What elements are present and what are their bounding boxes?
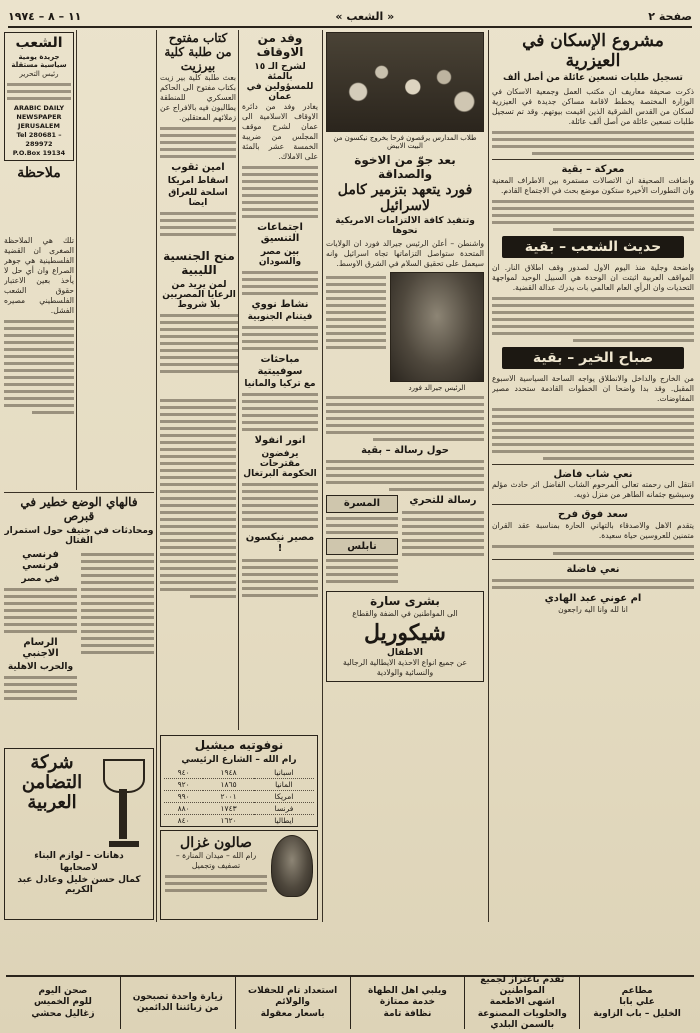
story-headline: فرنسي فرنسي bbox=[22, 548, 59, 572]
ad-line: زيارة واحدة تصبحون bbox=[132, 991, 223, 1002]
ad-line: ويلبي اهل الطهاة bbox=[367, 986, 447, 997]
story-subheadline: في مصر bbox=[21, 573, 60, 584]
story-subheadline: فورد يتعهد بتزمير كامل لاسرائيل bbox=[337, 181, 473, 214]
table-cell: ٨٤٠ bbox=[164, 814, 203, 826]
bottom-ad bbox=[6, 977, 120, 1029]
tadamon-ad bbox=[4, 748, 154, 920]
notice-body: الى المواطنين في الضفة والقطاع bbox=[352, 609, 458, 619]
story-headline: انور انفولا bbox=[254, 435, 306, 447]
en-title: ARABIC DAILY NEWSPAPER bbox=[13, 104, 65, 122]
ad-line: باسعار معقولة bbox=[260, 1008, 325, 1019]
section-body: تلك هي الملاحظة الصغرى ان القضية الفلسطينية هي جوهر الصراع وان أي حل لا يأخذ بعين الاعتبار حقوق الشعب الفلسطيني مصيره الفشل. bbox=[4, 236, 74, 315]
table-cell: ٢٠٠١ bbox=[203, 790, 254, 802]
text-lines bbox=[160, 314, 238, 373]
ad-line: استعداد تام للحفلات bbox=[248, 986, 338, 997]
table-cell: ٩٢٠ bbox=[164, 778, 203, 790]
story-headline: نشاط نووي bbox=[251, 298, 309, 310]
story-headline: معركة – بقية bbox=[561, 164, 625, 176]
text-lines bbox=[242, 271, 318, 295]
ad-line: صحن اليوم bbox=[38, 986, 88, 997]
text-lines bbox=[4, 676, 77, 700]
table-cell: فرنسا bbox=[254, 802, 314, 814]
story-subheadline-2: وتنفيذ كافة الالتزامات الامريكية نحوها bbox=[335, 215, 475, 236]
notice-tail: انا لله وانا اليه راجعون bbox=[558, 604, 628, 614]
story-headline: فالهاي الوضع خطير في قبرص bbox=[20, 495, 138, 523]
notice-headline: نعي فاضلة bbox=[566, 563, 620, 575]
story-headline: اجتماعات التنسيق bbox=[257, 221, 303, 245]
page-label: صفحة ٢ bbox=[648, 9, 692, 23]
table-cell: ١٩٤٨ bbox=[203, 767, 254, 779]
table-row bbox=[164, 790, 314, 802]
bottom-ads-strip bbox=[6, 975, 694, 1029]
text-lines bbox=[81, 553, 154, 654]
story-headline: وفد من الاوقاف bbox=[256, 32, 304, 59]
table-cell: ١٨٦٥ bbox=[203, 778, 254, 790]
boxed-title: المسرة bbox=[326, 495, 398, 513]
story-headline: مصير نيكسون ! bbox=[245, 531, 315, 555]
lead-subheadline: تسجيل طلبات تسعين عائلة من أصل ألف bbox=[503, 73, 683, 84]
text-lines bbox=[7, 83, 71, 100]
lead-headline: مشروع الإسكان في العيزرية bbox=[522, 32, 664, 71]
portrait-photo bbox=[390, 272, 484, 382]
text-lines bbox=[492, 579, 694, 589]
table-cell: المانيا bbox=[254, 778, 314, 790]
story-body: واشنطن – أعلن الرئيس جيرالد فورد ان الولايات المتحدة ستواصل التزاماتها تجاه اسرائيل وانه سيعمل على تحقيق السلام في الشرق الاوسط. bbox=[326, 238, 484, 268]
table-row bbox=[164, 778, 314, 790]
text-lines bbox=[160, 127, 236, 158]
text-lines bbox=[326, 517, 398, 534]
notice-name: ام عوني عبد الهادي bbox=[544, 593, 642, 605]
ad-line: تقدم باعتزاز لجميع المواطنين bbox=[480, 974, 565, 997]
text-lines bbox=[492, 297, 694, 342]
table-cell: ٩٤٠ bbox=[164, 767, 203, 779]
portrait-caption: الرئيس جيرالد فورد bbox=[408, 383, 466, 392]
wide-story bbox=[160, 250, 238, 390]
ad-box bbox=[326, 591, 484, 682]
text-lines bbox=[160, 399, 236, 598]
section-headline: ملاحظة bbox=[17, 165, 61, 182]
story-body: يغادر وفد من دائرة الاوقاف الاسلامية الى عمان لشرح موقف المجلس من ضريبة الخمسة عشر بالمئة على الاملاك. bbox=[242, 101, 318, 161]
paper-name: « الشعب » bbox=[335, 9, 395, 23]
story-headline: مباحثات سوفييتية bbox=[257, 354, 303, 377]
nameplate-title: الشعب bbox=[15, 35, 63, 51]
nameplate bbox=[4, 32, 74, 161]
ad-headline: صالون غزال bbox=[180, 835, 252, 851]
story-subheadline: مع تركيا والمانيا bbox=[244, 379, 316, 390]
table-row bbox=[164, 767, 314, 779]
news-photo bbox=[326, 32, 484, 132]
text-lines bbox=[4, 320, 74, 414]
notice-headline: بشرى سارة bbox=[370, 594, 440, 609]
table-cell: امريكا bbox=[254, 790, 314, 802]
table-row bbox=[164, 814, 314, 826]
story-subheadline-2: اسلحة للعراق ايضا bbox=[168, 187, 228, 208]
text-lines bbox=[160, 212, 236, 236]
column-5-nameplate bbox=[4, 32, 74, 232]
story-headline: منح الجنسية الليبية bbox=[163, 250, 235, 277]
ad-body: رام الله – ميدان المنارة – تصفيف وتجميل bbox=[175, 851, 257, 871]
table-cell: ١٧٤٣ bbox=[203, 802, 254, 814]
ad-line: زغاليل محشي bbox=[31, 1008, 95, 1019]
boxed-title: نابلس bbox=[326, 538, 398, 556]
ad-line: خدمة ممتازة bbox=[379, 997, 435, 1008]
text-lines bbox=[492, 545, 694, 555]
text-lines bbox=[326, 559, 398, 583]
photo-caption: طلاب المدارس يرقصون فرحا بخروج نيكسون من البيت الابيض bbox=[333, 134, 477, 150]
ad-line: مطاعم bbox=[621, 986, 653, 997]
ad-line: بالسمن البلدي bbox=[490, 1019, 555, 1030]
ad-line: للوم الخميس bbox=[34, 997, 92, 1008]
price-table bbox=[164, 767, 314, 827]
editor-label: رئيس التحرير bbox=[19, 70, 59, 79]
table-cell: ٨٨٠ bbox=[164, 802, 203, 814]
bottom-ad bbox=[464, 974, 579, 1030]
ad-sub: دهانات – لوازم البناء bbox=[34, 851, 124, 861]
text-lines bbox=[4, 588, 77, 633]
story-subheadline: ومحادثات في جنيف حول استمرار القتال bbox=[4, 525, 154, 546]
bottom-ad bbox=[120, 977, 235, 1029]
text-lines bbox=[492, 131, 694, 155]
sink-illustration bbox=[99, 753, 149, 849]
ad-line: نظافة تامة bbox=[383, 1008, 432, 1019]
ad-brand: شيكوريل bbox=[364, 620, 446, 647]
notice-headline: نعي شاب فاضل bbox=[553, 468, 633, 480]
masthead bbox=[8, 6, 692, 28]
banner-sabah: صباح الخير – بقية bbox=[502, 347, 684, 369]
text-lines bbox=[492, 408, 694, 460]
en-tel: Tel 280681 – 289972 bbox=[16, 131, 62, 149]
bottom-ad bbox=[579, 977, 694, 1029]
story-subheadline: يرفضون مقترحات الحكومة البرتغال bbox=[243, 448, 317, 479]
banner-hadith: حديث الشعب – بقية bbox=[502, 236, 684, 258]
story-subheadline: لشرح الـ ١٥ بالمئة للمسؤولين في عمان bbox=[246, 61, 314, 102]
table-cell: ٩٩٠ bbox=[164, 790, 203, 802]
text-lines bbox=[402, 511, 484, 556]
column-1 bbox=[492, 32, 694, 920]
text-lines bbox=[242, 326, 318, 350]
ad-line: اشهى الاطعمة والحلويات المصنوعة bbox=[477, 997, 567, 1019]
ad-owners: لاصحابها bbox=[60, 863, 98, 873]
story-headline: امين ثقوب bbox=[171, 162, 225, 174]
en-pobox: P.O.Box 19134 bbox=[12, 149, 66, 158]
issue-date: ١١ – ٨ – ١٩٧٤ bbox=[8, 9, 82, 23]
cyprus-story bbox=[4, 492, 154, 742]
story-headline: رسالة للتحري bbox=[409, 495, 477, 507]
notice-headline: سعد فوق فرح bbox=[558, 509, 628, 521]
ad-headline: نوفوتيه ميشيل bbox=[194, 738, 284, 752]
story-subheadline: اسقاط امريكا bbox=[167, 175, 229, 186]
text-lines bbox=[326, 396, 484, 441]
story-body: بعث طلبة كلية بير زيت بكتاب مفتوح الى الحاكم العسكري للمنطقة يطالبون فيه بالافراج عن زملائهم المعتقلين. bbox=[160, 73, 236, 123]
ad-line: الخليل – باب الزاوية bbox=[593, 1008, 681, 1019]
story-subheadline: بين مصر والسودان bbox=[258, 246, 302, 267]
ad-sub: الاطفال bbox=[387, 648, 423, 659]
text-lines bbox=[242, 483, 318, 528]
table-cell: ١٦٢٠ bbox=[203, 814, 254, 826]
story-headline: الرسام الاجنبي bbox=[22, 636, 59, 660]
ad-names: كمال حسن خليل وعادل عبد الكريم bbox=[17, 875, 141, 895]
bottom-ad bbox=[350, 977, 465, 1029]
notice-body: يتقدم الاهل والاصدقاء بالتهاني الحارة بمناسبة عقد القران متمنين للعروسين حياة سعيدة. bbox=[492, 520, 694, 540]
table-cell: ايطاليا bbox=[254, 814, 314, 826]
salon-ad bbox=[160, 830, 318, 920]
column-5-body bbox=[4, 236, 74, 486]
text-lines bbox=[326, 460, 484, 491]
bottom-ad bbox=[235, 977, 350, 1029]
text-lines bbox=[326, 272, 386, 392]
text-lines bbox=[242, 166, 318, 218]
ad-line: علي بابا bbox=[619, 997, 655, 1008]
lead-body: ذكرت صحيفة معاريف ان مكتب العمل وجمعية الاسكان في الوزارة المختصة يخطط لاقامة مساكن جديدة في العيزرية لسكان من القدس الشرقية الذين اقيمت بيوتهم. وقد تم تسجيل طلبات تسعين عائلة من أصل ألف عائلة. bbox=[492, 87, 694, 127]
column-3 bbox=[242, 32, 318, 732]
story-subheadline: فيتنام الجنوبية bbox=[247, 312, 313, 323]
column-4 bbox=[160, 32, 236, 246]
story-body: من الخارج والداخل والانطلاق يواجه الساحة السياسية الاسبوع المقبل. وقد بدا واضحا ان الخطوات القادمة ستحدد مصير المفاوضات. bbox=[492, 373, 694, 403]
column-4-lower bbox=[160, 395, 236, 725]
novelty-ad bbox=[160, 735, 318, 827]
salon-portrait bbox=[271, 835, 313, 897]
ad-line: من زبائننا الدائمين bbox=[136, 1003, 219, 1013]
column-2 bbox=[326, 32, 484, 920]
ad-body: عن جميع انواع الاحذية الايطالية الرجالية والنسائية والولادية bbox=[343, 658, 467, 678]
notice-body: انتقل الى رحمته تعالى المرحوم الشاب الفاضل اثر حادث مؤلم وسيشيع جثمانه الطاهر من منزل ذويه. bbox=[492, 480, 694, 500]
text-lines bbox=[492, 200, 694, 231]
table-row bbox=[164, 802, 314, 814]
ad-line: والولائم bbox=[275, 997, 311, 1008]
story-subheadline: لمن يريد من الرعايا المصريين بلا شروط bbox=[162, 279, 236, 310]
text-lines bbox=[242, 393, 318, 431]
text-lines bbox=[165, 875, 267, 892]
nameplate-sub: جريدة يومية سياسية مستقلة bbox=[11, 53, 67, 70]
story-headline: كتاب مفتوح من طلبة كلية بيرزيت bbox=[164, 32, 232, 73]
story-headline: بعد جوّ من الاخوة والصداقة bbox=[354, 153, 456, 181]
en-city: JERUSALEM bbox=[18, 122, 60, 131]
text-lines bbox=[242, 559, 318, 597]
story-subheadline: والحرب الاهلية bbox=[7, 661, 74, 672]
table-cell: اسبانيا bbox=[254, 767, 314, 779]
ad-headline: شركة التضامن العربية bbox=[21, 752, 83, 813]
story-headline: حول رسالة – بقية bbox=[361, 444, 449, 456]
story-body: واضافت الصحيفة ان الاتصالات مستمرة بين الاطراف المعنية وان التطورات الأخيرة ستكون موضع بحث في الاجتماع القادم. bbox=[492, 175, 694, 195]
story-body: واضحة وجلية منذ اليوم الاول لصدور وقف اطلاق النار. ان المواقف العربية اثبتت ان الوحدة هي السبيل الوحيد لمواجهة التحديات وان الرأي العام العالمي بات يدرك عدالة القضية. bbox=[492, 262, 694, 292]
ad-sub: رام الله – الشارع الرئيسي bbox=[181, 754, 297, 765]
